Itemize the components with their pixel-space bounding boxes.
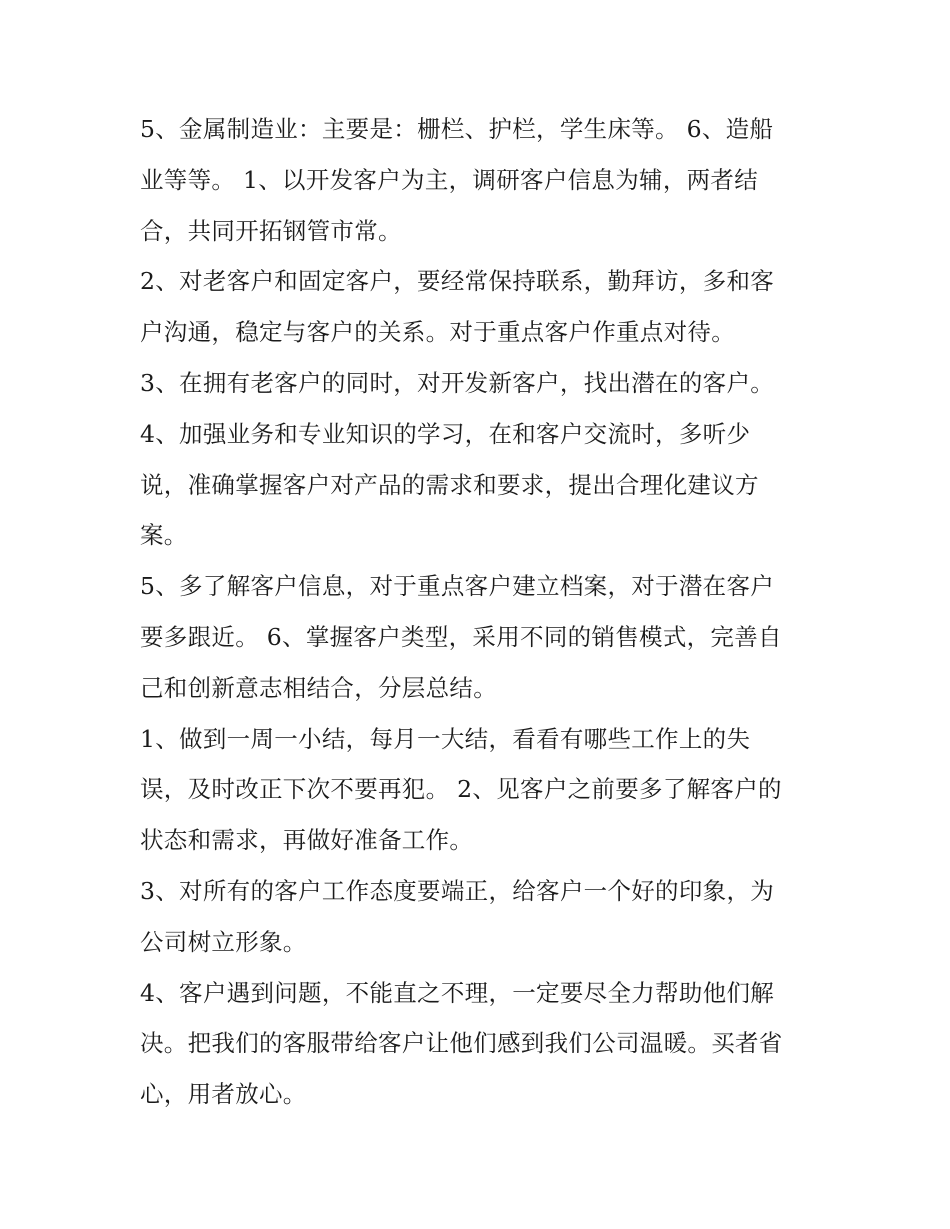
text-line: 3、在拥有老客户的同时，对开发新客户，找出潜在的客户。 (140, 368, 775, 397)
text-line: 己和创新意志相结合，分层总结。 (140, 673, 497, 702)
text-line: 5、金属制造业：主要是：栅栏、护栏，学生床等。 6、造船 (140, 115, 774, 143)
text-line: 4、加强业务和专业知识的学习，在和客户交流时，多听少 (140, 419, 751, 448)
text-line: 误，及时改正下次不要再犯。 2、见客户之前要多了解客户的 (140, 775, 782, 804)
text-line: 决。把我们的客服带给客户让他们感到我们公司温暖。买者省 (140, 1029, 783, 1058)
text-line: 2、对老客户和固定客户，要经常保持联系，勤拜访，多和客 (140, 267, 775, 296)
text-line: 户沟通，稳定与客户的关系。对于重点客户作重点对待。 (140, 318, 735, 347)
text-line: 4、客户遇到问题，不能直之不理，一定要尽全力帮助他们解 (140, 978, 775, 1007)
text-line: 3、对所有的客户工作态度要端正，给客户一个好的印象，为 (140, 876, 775, 905)
text-line: 1、做到一周一小结，每月一大结，看看有哪些工作上的失 (140, 724, 751, 753)
text-line: 5、多了解客户信息，对于重点客户建立档案，对于潜在客户 (140, 572, 775, 601)
text-line: 业等等。 1、以开发客户为主，调研客户信息为辅，两者结 (140, 165, 759, 194)
text-line: 心，用者放心。 (140, 1080, 307, 1109)
text-line: 状态和需求，再做好准备工作。 (140, 826, 474, 855)
text-line: 公司树立形象。 (140, 927, 307, 956)
text-line: 案。 (140, 521, 188, 550)
text-line: 合，共同开拓钢管市常。 (140, 216, 402, 245)
text-line: 说，准确掌握客户对产品的需求和要求，提出合理化建议方 (140, 470, 759, 499)
text-line: 要多跟近。 6、掌握客户类型，采用不同的销售模式，完善自 (140, 622, 782, 651)
document-body (140, 104, 820, 1120)
